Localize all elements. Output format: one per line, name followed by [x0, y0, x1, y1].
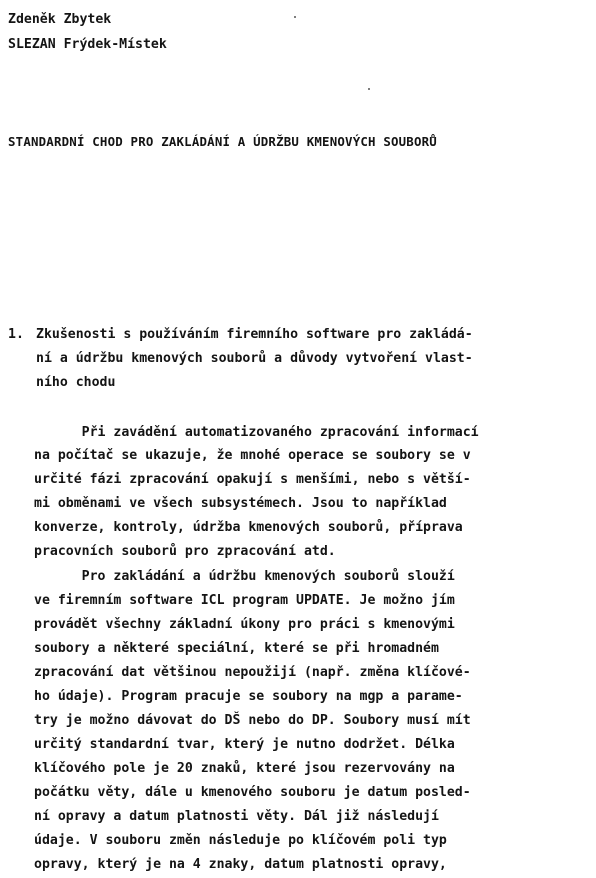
paragraph-line: určité fázi zpracování opakují s menšími, nebo s větší- — [34, 472, 471, 487]
section-number: 1. — [8, 327, 24, 342]
paragraph-line: určitý standardní tvar, který je nutno dodržet. Délka — [34, 737, 455, 752]
paragraph-line: Při zavádění automatizovaného zpracování informací — [34, 425, 479, 440]
paragraph-line: pracovních souborů pro zpracování atd. — [34, 544, 336, 559]
paper-speck — [294, 16, 296, 18]
paper-speck — [368, 88, 370, 90]
section-heading-line: ního chodu — [36, 375, 116, 390]
paragraph-line: soubory a některé speciální, které se při hromadném — [34, 641, 439, 656]
section-heading-line: ní a údržbu kmenových souborů a důvody vytvoření vlast- — [36, 351, 473, 366]
document-title: STANDARDNÍ CHOD PRO ZAKLÁDÁNÍ A ÚDRŽBU KMENOVÝCH SOUBORŮ — [8, 134, 437, 149]
paragraph-line: provádět všechny základní úkony pro práci s kmenovými — [34, 617, 455, 632]
paragraph-line: konverze, kontroly, údržba kmenových souborů, příprava — [34, 520, 463, 535]
paragraph-line: try je možno dávovat do DŠ nebo do DP. Soubory musí mít — [34, 713, 471, 728]
paragraph-line: ho údaje). Program pracuje se soubory na mgp a parame- — [34, 689, 463, 704]
section-heading-line: Zkušenosti s používáním firemního software pro zakládá- — [36, 327, 473, 342]
paragraph-line: ní opravy a datum platnosti věty. Dál již následují — [34, 809, 439, 824]
paragraph-line: na počítač se ukazuje, že mnohé operace se soubory se v — [34, 448, 471, 463]
organization-name: SLEZAN Frýdek-Místek — [8, 37, 167, 52]
paragraph-line: opravy, který je na 4 znaky, datum platnosti opravy, — [34, 857, 447, 872]
paragraph-line: ve firemním software ICL program UPDATE. Je možno jím — [34, 593, 455, 608]
paragraph-line: klíčového pole je 20 znaků, které jsou rezervovány na — [34, 761, 455, 776]
paragraph-line: Pro zakládání a údržbu kmenových souborů slouží — [34, 569, 455, 584]
paragraph-line: mi obměnami ve všech subsystémech. Jsou to například — [34, 496, 447, 511]
paragraph-line: počátku věty, dále u kmenového souboru je datum posled- — [34, 785, 471, 800]
paragraph-line: údaje. V souboru změn následuje po klíčovém poli typ — [34, 833, 447, 848]
paragraph-line: zpracování dat většinou nepoužijí (např. změna klíčové- — [34, 665, 471, 680]
author-name: Zdeněk Zbytek — [8, 12, 112, 27]
